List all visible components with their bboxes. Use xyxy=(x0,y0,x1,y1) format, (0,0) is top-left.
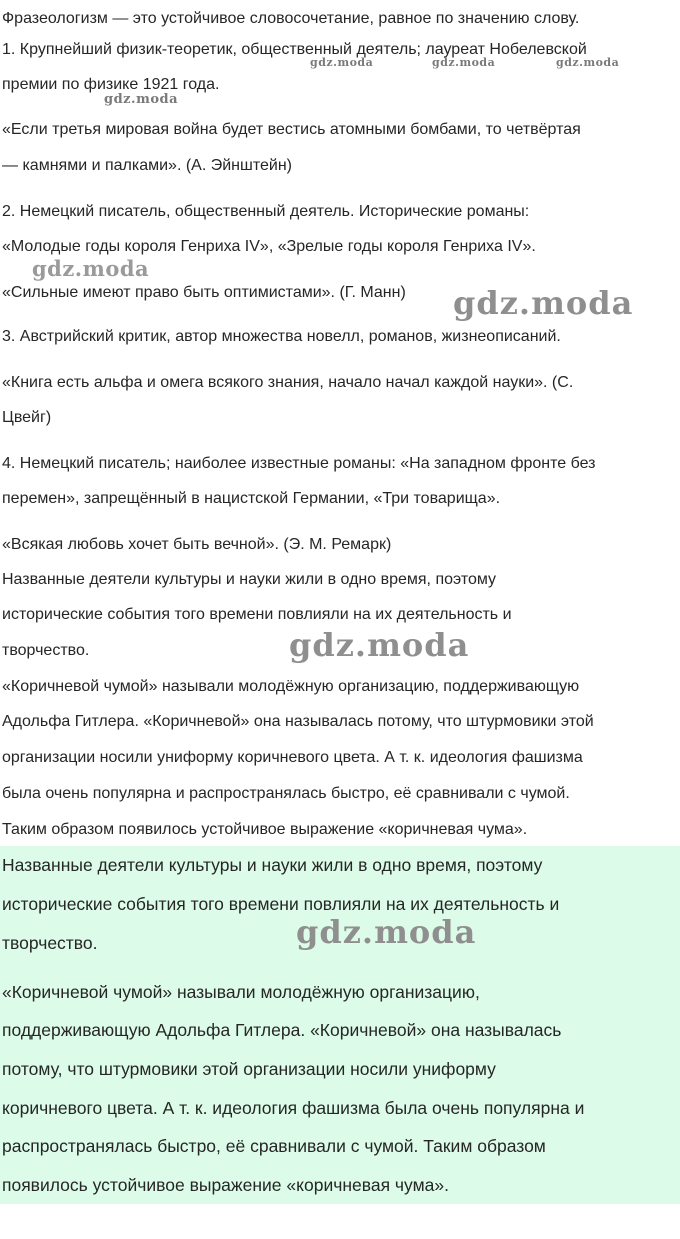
text-line: премии по физике 1921 года. xyxy=(2,76,220,93)
quote-line: — камнями и палками». (А. Эйнштейн) xyxy=(2,157,292,174)
answer-line: Названные деятели культуры и науки жили в одно время, поэтому xyxy=(2,855,543,875)
watermark: gdz.moda xyxy=(289,626,470,664)
answer-line: творчество. xyxy=(2,933,98,953)
answer-line: коричневого цвета. А т. к. идеология фашизма была очень популярна и xyxy=(2,1098,585,1118)
quote-line: «Если третья мировая война будет вестись атомными бомбами, то четвёртая xyxy=(2,121,581,138)
watermark: gdz.moda xyxy=(32,256,150,281)
text-line: Адольфа Гитлера. «Коричневой» она называлась потому, что штурмовики этой xyxy=(2,713,594,730)
watermark: gdz.moda xyxy=(104,92,179,107)
watermark: gdz.moda xyxy=(556,56,620,69)
quote-line: Цвейг) xyxy=(2,409,52,426)
answer-line: поддерживающую Адольфа Гитлера. «Коричневой» она называлась xyxy=(2,1020,562,1040)
text-line: 2. Немецкий писатель, общественный деятель. Исторические романы: xyxy=(2,203,530,220)
text-line: Таким образом появилось устойчивое выражение «коричневая чума». xyxy=(2,821,528,838)
answer-line: «Коричневой чумой» называли молодёжную организацию, xyxy=(2,982,480,1002)
watermark: gdz.moda xyxy=(310,56,374,69)
text-line: 4. Немецкий писатель; наиболее известные романы: «На западном фронте без xyxy=(2,455,596,472)
highlighted-answer-box xyxy=(0,846,680,1204)
text-line-definition: Фразеологизм — это устойчивое словосочетание, равное по значению слову. xyxy=(2,10,580,27)
text-line: 3. Австрийский критик, автор множества новелл, романов, жизнеописаний. xyxy=(2,328,561,345)
answer-line: распространялась быстро, её сравнивали с чумой. Таким образом xyxy=(2,1136,546,1156)
watermark: gdz.moda xyxy=(432,56,496,69)
text-line: организации носили униформу коричневого цвета. А т. к. идеология фашизма xyxy=(2,749,583,766)
answer-line: появилось устойчивое выражение «коричневая чума». xyxy=(2,1175,449,1195)
answer-line: потому, что штурмовики этой организации носили униформу xyxy=(2,1059,496,1079)
text-line: была очень популярна и распространялась быстро, её сравнивали с чумой. xyxy=(2,785,570,802)
answer-line: исторические события того времени повлияли на их деятельность и xyxy=(2,894,560,914)
quote-line: «Сильные имеют право быть оптимистами». (Г. Манн) xyxy=(2,284,406,301)
text-line: Названные деятели культуры и науки жили в одно время, поэтому xyxy=(2,571,497,588)
watermark: gdz.moda xyxy=(296,913,477,951)
quote-line: «Всякая любовь хочет быть вечной». (Э. М. Ремарк) xyxy=(2,536,392,553)
text-line: 1. Крупнейший физик-теоретик, общественный деятель; лауреат Нобелевской xyxy=(2,41,587,58)
text-line: исторические события того времени повлияли на их деятельность и xyxy=(2,606,512,623)
watermark: gdz.moda xyxy=(453,284,634,322)
text-line: «Коричневой чумой» называли молодёжную организацию, поддерживающую xyxy=(2,678,580,695)
text-line: творчество. xyxy=(2,642,90,659)
text-line: перемен», запрещённый в нацистской Германии, «Три товарища». xyxy=(2,490,501,507)
text-line: «Молодые годы короля Генриха IV», «Зрелые годы короля Генриха IV». xyxy=(2,238,536,255)
quote-line: «Книга есть альфа и омега всякого знания, начало начал каждой науки». (С. xyxy=(2,374,574,391)
